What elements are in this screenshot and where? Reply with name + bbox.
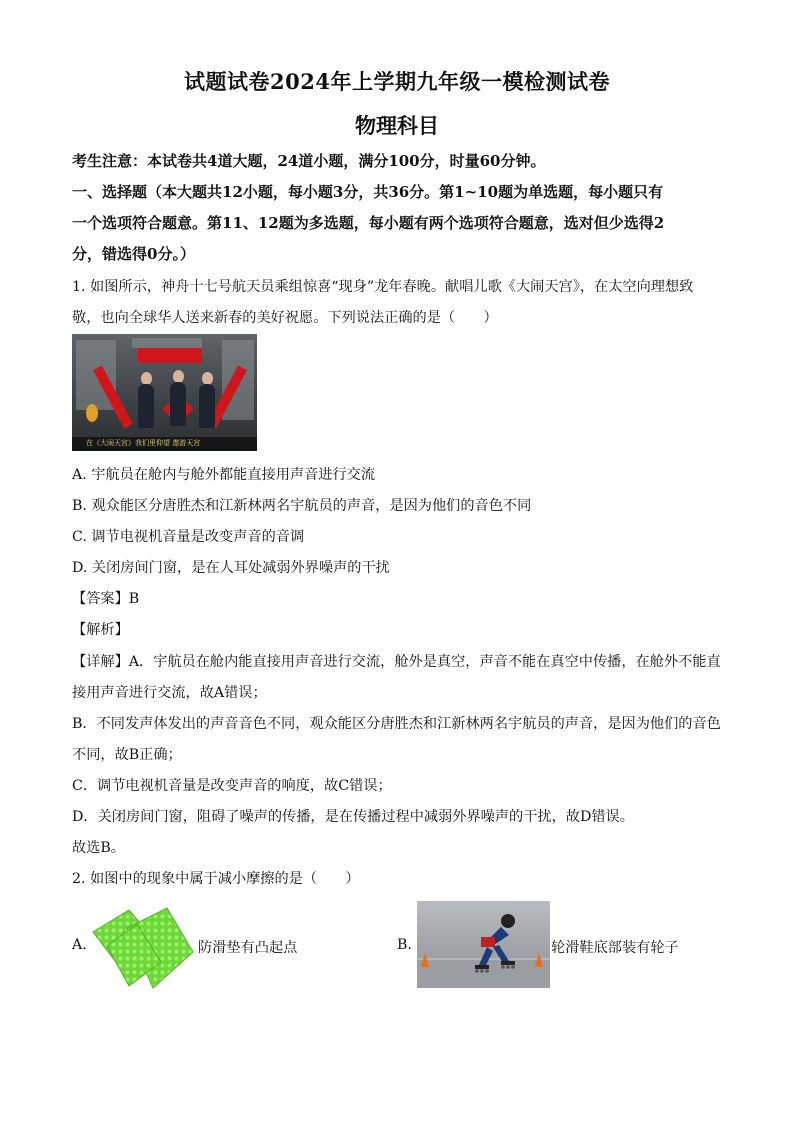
subject-title: 物理科目 (355, 113, 439, 138)
q1-astronauts-photo (72, 334, 257, 451)
q1-stem-line-1: 1. 如图所示，神舟十七号航天员乘组惊喜“现身”龙年春晚。献唱儿歌《大闹天宫》，在太空向理想致 (72, 279, 694, 295)
q2-stem: 2. 如图中的现象中属于减小摩擦的是（ ） (72, 871, 360, 887)
q1-answer: 【答案】B (72, 591, 140, 607)
q1-detail-line-7: 故选B。 (72, 840, 125, 856)
q1-detail-line-1: 【详解】A．宇航员在舱内能直接用声音进行交流，舱外是真空，声音不能在真空中传播，在舱外不能直 (72, 654, 721, 670)
q1-analysis-label: 【解析】 (72, 622, 129, 638)
q1-detail-line-4: 不同，故B正确； (72, 747, 182, 763)
q2-anti-slip-mat-image (89, 906, 195, 990)
q1-detail-line-5: C．调节电视机音量是改变声音的响度，故C错误； (72, 778, 392, 794)
q1-option-b: B. 观众能区分唐胜杰和江新林两名宇航员的声音，是因为他们的音色不同 (72, 498, 532, 514)
section1-line-3: 分，错选得0分。） (72, 245, 195, 263)
q1-photo-caption: 在《大闹天宫》我们里仰望 遨游天宫 (86, 439, 201, 447)
q1-detail-line-3: B．不同发声体发出的声音音色不同，观众能区分唐胜杰和江新林两名宇航员的声音，是因为他们的音色 (72, 716, 721, 732)
q2-option-b-letter: B. (397, 937, 412, 953)
q1-option-d: D. 关闭房间门窗，是在人耳处减弱外界噪声的干扰 (72, 560, 390, 576)
q2-option-a-letter: A. (72, 937, 87, 953)
q2-option-a-text: 防滑垫有凸起点 (198, 940, 298, 956)
exam-title: 试题试卷2024年上学期九年级一模检测试卷 (184, 69, 610, 94)
section1-line-1: 一、选择题（本大题共12小题，每小题3分，共36分。第1~10题为单选题，每小题只有 (72, 183, 664, 201)
section1-line-2: 一个选项符合题意。第11、12题为多选题，每小题有两个选项符合题意，选对但少选得2 (72, 214, 665, 232)
q1-option-a: A. 宇航员在舱内与舱外都能直接用声音进行交流 (72, 467, 376, 483)
q1-detail-line-2: 接用声音进行交流，故A错误； (72, 685, 267, 701)
q1-detail-line-6: D．关闭房间门窗，阻碍了噪声的传播，是在传播过程中减弱外界噪声的干扰，故D错误。 (72, 809, 634, 825)
q2-roller-skater-image (417, 901, 550, 988)
exam-notice: 考生注意：本试卷共4道大题，24道小题，满分100分，时量60分钟。 (72, 152, 546, 170)
q1-stem-line-2: 敬，也向全球华人送来新春的美好祝愿。下列说法正确的是（ ） (72, 310, 498, 326)
q2-option-b-text: 轮滑鞋底部装有轮子 (551, 940, 679, 956)
q1-option-c: C. 调节电视机音量是改变声音的音调 (72, 529, 305, 545)
